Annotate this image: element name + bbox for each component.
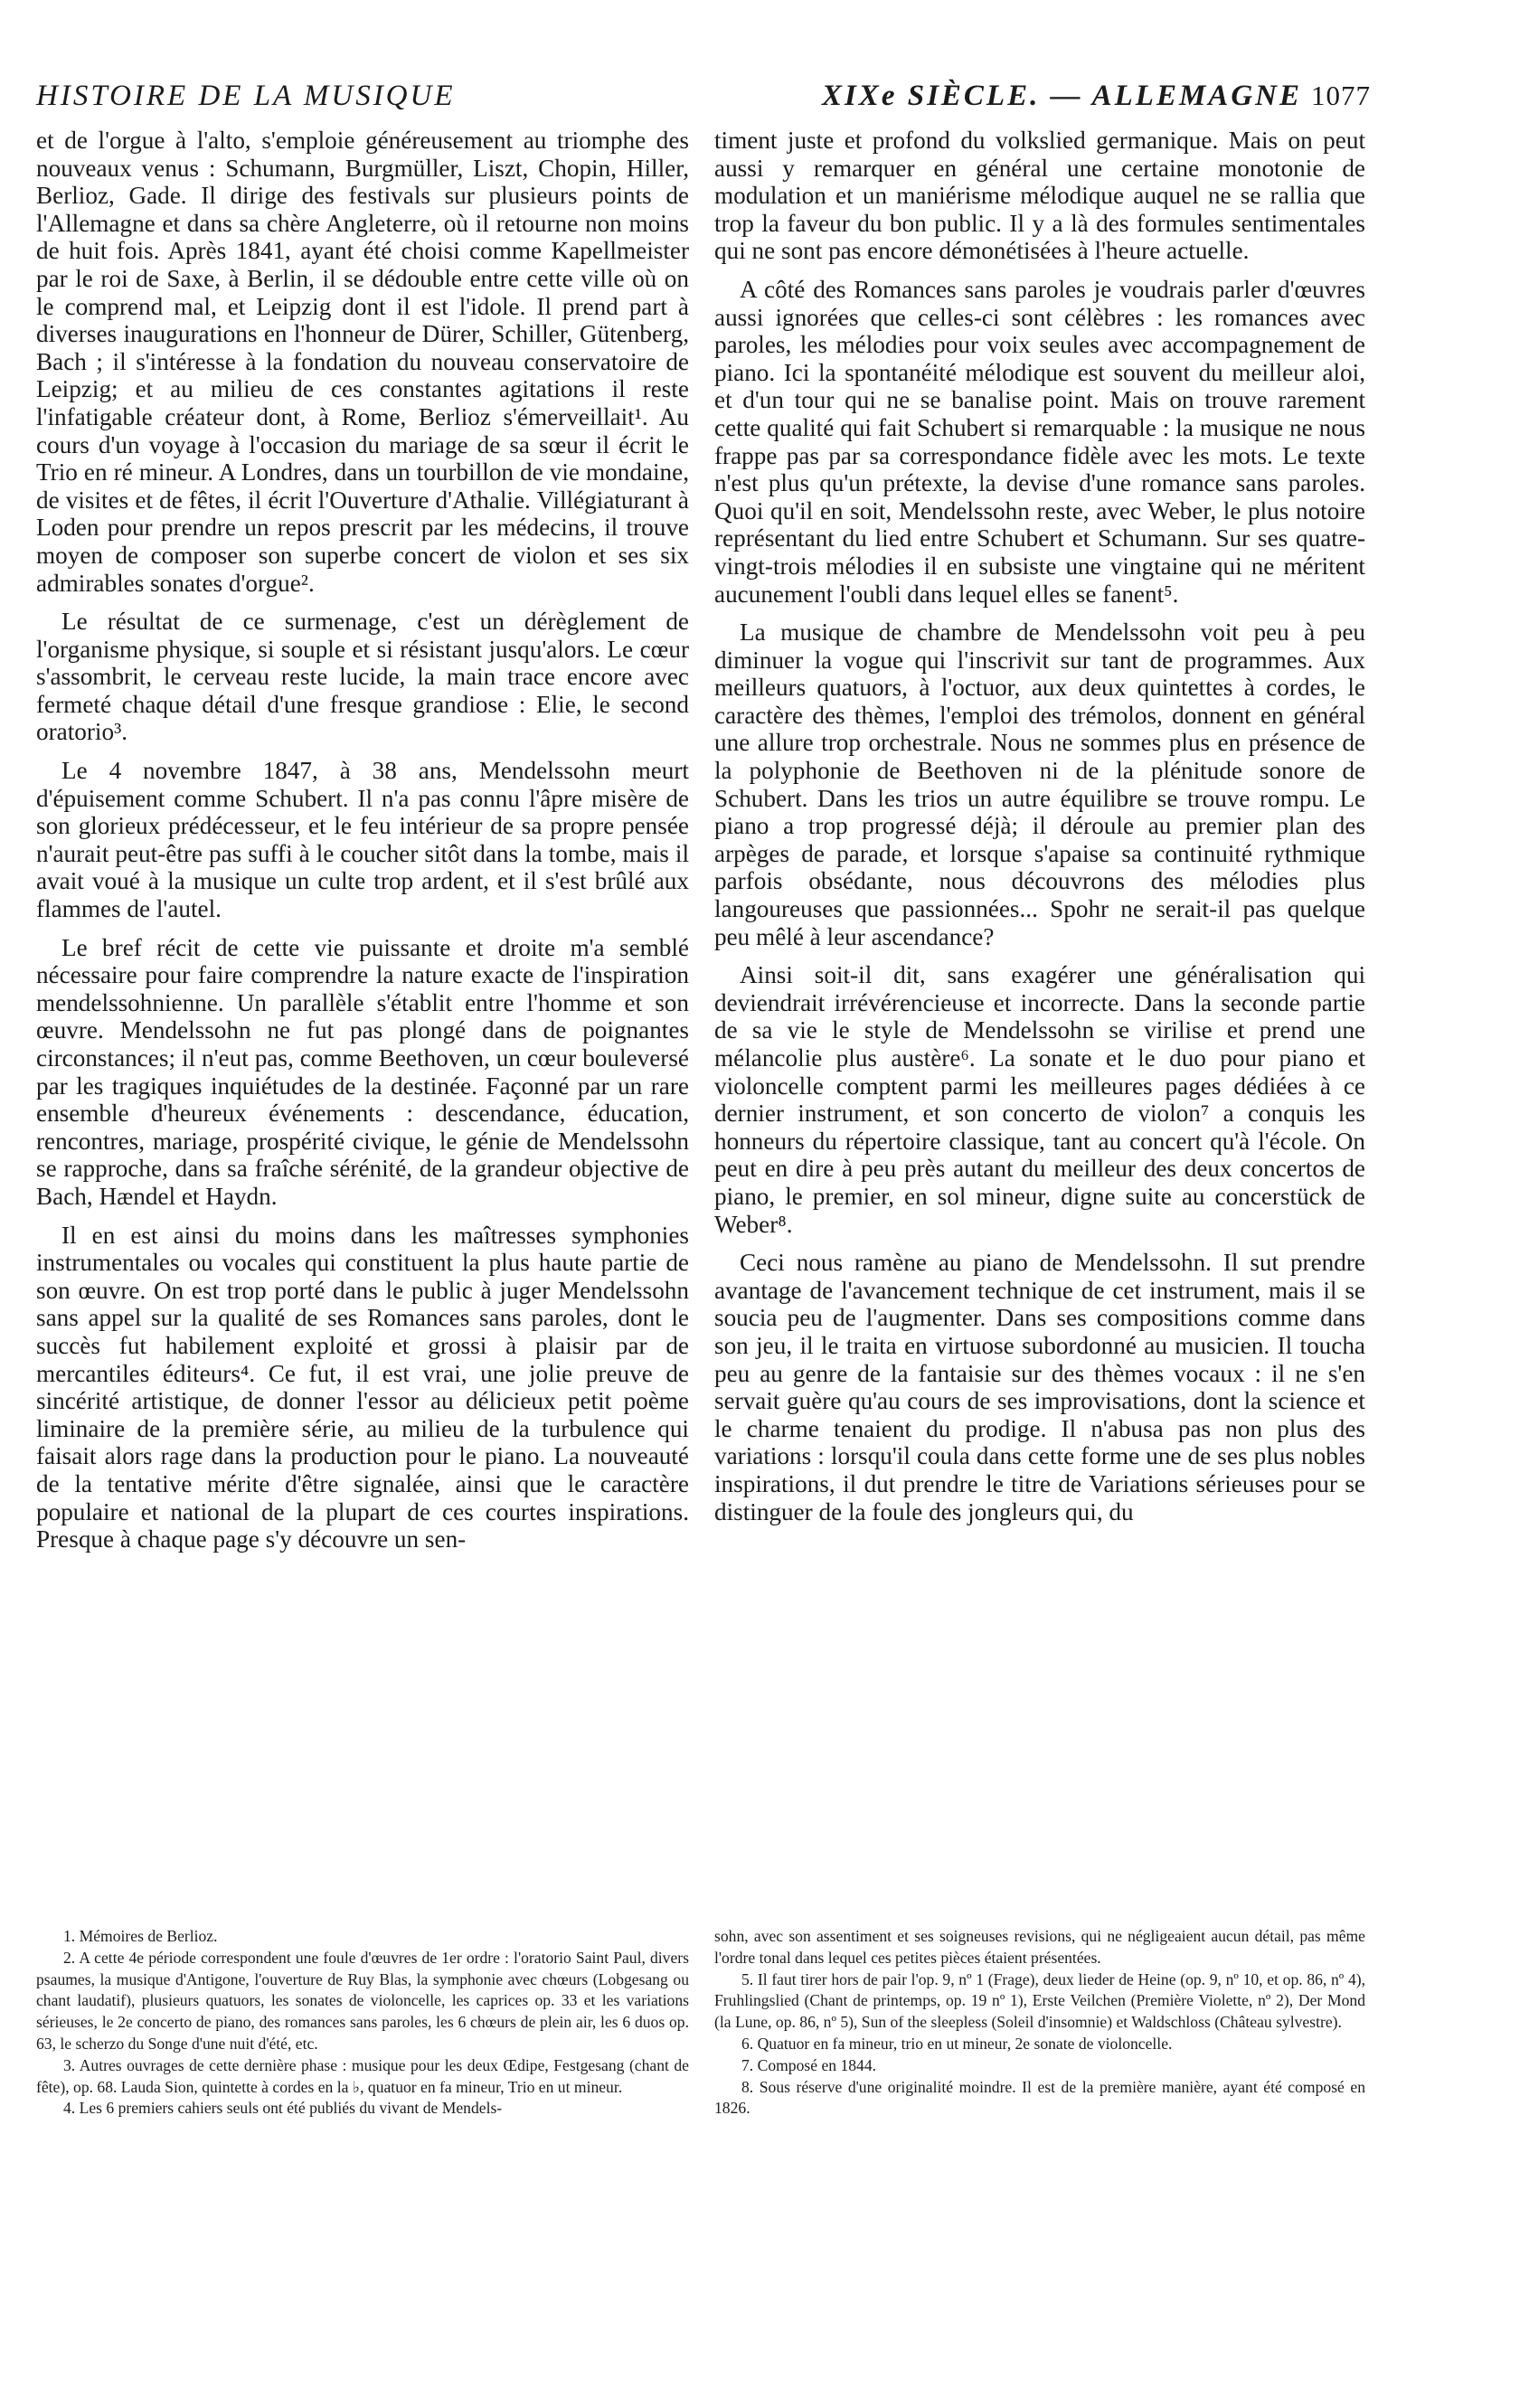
paragraph: Ceci nous ramène au piano de Mendelssohn. Il sut prendre avantage de l'avancement technique de cet instrument, mais il se soucia peu de l'augmenter. Dans ses compositions comme dans son jeu, il le traita en virtuose subordonné au musicien. Il toucha peu au genre de la fantaisie sur des thèmes vocaux : il ne s'en servait guère qu'au cours de ses improvisations, dont la science et le charme tenaient du prodige. Il n'abusa pas non plus des variations : lorsqu'il coula dans cette forme une de ses plus nobles inspirations, il dut prendre le titre de Variations sérieuses pour se distinguer de la foule des jongleurs qui, du: [714, 1249, 1365, 1525]
paragraph: A côté des Romances sans paroles je voudrais parler d'œuvres aussi ignorées que celles-ci sont célèbres : les romances avec paroles, les mélodies pour voix seules avec accompagnement de piano. Ici la spontanéité mélodique est souvent du meilleur aloi, et d'un tour qui ne se banalise point. Mais on trouve rarement cette qualité qui fait Schubert si remarquable : la musique ne nous frappe pas par sa correspondance fidèle avec les mots. Le texte n'est plus qu'un prétexte, la devise d'une romance sans paroles. Quoi qu'il en soit, Mendelssohn reste, avec Weber, le plus notoire représentant du lied entre Schubert et Schumann. Sur ses quatre-vingt-trois mélodies il en subsiste une vingtaine qui ne méritent aucunement l'oubli dans lequel elles se fanent⁵.: [714, 275, 1365, 608]
paragraph: Le résultat de ce surmenage, c'est un dérèglement de l'organisme physique, si souple et si résistant jusqu'alors. Le cœur s'assombrit, le cerveau reste lucide, la main trace encore avec fermeté chaque détail d'une fresque grandiose : Elie, le second oratorio³.: [36, 608, 689, 746]
paragraph: et de l'orgue à l'alto, s'emploie généreusement au triomphe des nouveaux venus : Schumann, Burgmüller, Liszt, Chopin, Hiller, Berlioz, Gade. Il dirige des festivals sur plusieurs points de l'Allemagne et dans sa chère Angleterre, où il retourne non moins de huit fois. Après 1841, ayant été choisi comme Kapellmeister par le roi de Saxe, à Berlin, il se dédouble entre cette ville où on le comprend mal, et Leipzig dont il est l'idole. Il prend part à diverses inaugurations en l'honneur de Dürer, Schiller, Gütenberg, Bach ; il s'intéresse à la fondation du nouveau conservatoire de Leipzig; et au milieu de ces constantes agitations il reste l'infatigable créateur dont, à Rome, Berlioz s'émerveillait¹. Au cours d'un voyage à l'occasion du mariage de sa sœur il écrit le Trio en ré mineur. A Londres, dans un tourbillon de vie mondaine, de visites et de fêtes, il écrit l'Ouverture d'Athalie. Villégiaturant à Loden pour prendre un repos prescrit par les médecins, il trouve moyen de composer son superbe concert de violon et ses six admirables sonates d'orgue².: [36, 127, 689, 597]
footnote: 1. Mémoires de Berlioz.: [63, 1927, 218, 1945]
footnote: 8. Sous réserve d'une originalité moindre. Il est de la première manière, ayant été composé en 1826.: [714, 2077, 1365, 2118]
footnotes-left: [36, 1926, 689, 2120]
footnote-continuation: sohn, avec son assentiment et ses soigneuses revisions, qui ne négligeaient aucun détail, pas même l'ordre tonal dans lequel ces petites pièces étaient présentées.: [714, 1927, 1365, 1967]
footnote: 3. Autres ouvrages de cette dernière phase : musique pour les deux Œdipe, Festgesang (chant de fête), op. 68. Lauda Sion, quintette à cordes en la ♭, quatuor en fa mineur, Trio en ut mineur.: [36, 2055, 689, 2096]
header-left-title: HISTOIRE DE LA MUSIQUE: [36, 80, 456, 112]
footnote: 6. Quatuor en fa mineur, trio en ut mineur, 2e sonate de violoncelle.: [741, 2034, 1173, 2053]
paragraph: La musique de chambre de Mendelssohn voit peu à peu diminuer la vogue qui l'inscrivit sur tant de programmes. Aux meilleurs quatuors, à l'octuor, aux deux quintettes à cordes, le caractère des thèmes, l'emploi des trémolos, donnent en général une allure trop orchestrale. Nous ne sommes plus en présence de la polyphonie de Beethoven ni de la plénitude sonore de Schubert. Dans les trios un autre équilibre se trouve rompu. Le piano a trop progressé déjà; il déroule au premier plan des arpèges de parade, et lorsque s'apaise sa continuité rythmique parfois obsédante, nous découvrons des mélodies plus langoureuses que passionnées... Spohr ne serait-il pas quelque peu mêlé à leur ascendance?: [714, 619, 1365, 950]
paragraph: Il en est ainsi du moins dans les maîtresses symphonies instrumentales ou vocales qui constituent la plus haute partie de son œuvre. On est trop porté dans le public à juger Mendelssohn sans appel sur la qualité de ses Romances sans paroles, dont le succès fut habilement exploité et grossi à plaisir par de mercantiles éditeurs⁴. Ce fut, il est vrai, une jolie preuve de sincérité artistique, de donner l'essor au délicieux petit poème liminaire de la première série, au milieu de la turbulence qui faisait alors rage dans la production pour le piano. La nouveauté de la tentative mérite d'être signalée, ainsi que le caractère populaire et national de la plupart de ces courtes inspirations. Presque à chaque page s'y découvre un sen-: [36, 1221, 689, 1553]
footnotes-right: [714, 1926, 1365, 2120]
paragraph: Le 4 novembre 1847, à 38 ans, Mendelssohn meurt d'épuisement comme Schubert. Il n'a pas connu l'âpre misère de son glorieux prédécesseur, et le feu intérieur de sa propre pensée n'aurait peut-être pas suffi à le coucher sitôt dans la tombe, mais il avait voué à la musique un culte trop ardent, et il s'est brûlé aux flammes de l'autel.: [36, 757, 689, 923]
footnote: 2. A cette 4e période correspondent une foule d'œuvres de 1er ordre : l'oratorio Saint Paul, divers psaumes, la musique d'Antigone, l'ouverture de Ruy Blas, la symphonie avec chœurs (Lobgesang ou chant laudatif), plusieurs quatuors, les sonates de violoncelle, les caprices op. 33 et les variations sérieuses, le 2e concerto de piano, des romances sans paroles, les 6 chœurs de plein air, les 6 duos op. 63, le scherzo du Songe d'une nuit d'été, etc.: [36, 1948, 689, 2053]
right-column: [714, 127, 1365, 1525]
left-column: [36, 127, 689, 1553]
footnote: 7. Composé en 1844.: [741, 2055, 877, 2074]
paragraph: Ainsi soit-il dit, sans exagérer une généralisation qui deviendrait irrévérencieuse et incorrecte. Dans la seconde partie de sa vie le style de Mendelssohn se virilise et prend une mélancolie plus austère⁶. La sonate et le duo pour piano et violoncelle comptent parmi les meilleures pages dédiées à ce dernier instrument, et son concerto de violon⁷ a conquis les honneurs du répertoire classique, tant au concert qu'à l'école. On peut en dire à peu près autant du meilleur des deux concertos de piano, le premier, en sol mineur, digne suite au concerstück de Weber⁸.: [714, 961, 1365, 1238]
running-header: [36, 80, 1371, 116]
paragraph: Le bref récit de cette vie puissante et droite m'a semblé nécessaire pour faire comprendre la nature exacte de l'inspiration mendelssohnienne. Un parallèle s'établit entre l'homme et son œuvre. Mendelssohn ne fut pas plongé dans de poignantes circonstances; il n'eut pas, comme Beethoven, un cœur bouleversé par les tragiques inquiétudes de la destinée. Façonné par un rare ensemble d'heureux événements : descendance, éducation, rencontres, mariage, prospérité civique, le génie de Mendelssohn se rapproche, dans sa fraîche sérénité, de la grandeur objective de Bach, Hændel et Haydn.: [36, 933, 689, 1210]
footnote: 4. Les 6 premiers cahiers seuls ont été publiés du vivant de Mendels-: [63, 2099, 503, 2118]
header-right-title: XIXe SIÈCLE. — ALLEMAGNE: [821, 80, 1302, 112]
footnote: 5. Il faut tirer hors de pair l'op. 9, nº 1 (Frage), deux lieder de Heine (op. 9, nº 10, et op. 86, nº 4), Fruhlingslied (Chant de printemps, op. 19 nº 1), Erste Veilchen (Première Violette, nº 2), Der Mond (la Lune, op. 86, nº 5), Sun of the sleepless (Soleil d'insomnie) et Waldschloss (Château sylvestre).: [714, 1969, 1365, 2032]
paragraph: timent juste et profond du volkslied germanique. Mais on peut aussi y remarquer en général une certaine monotonie de modulation et un maniérisme mélodique auquel ne se rallia que trop la faveur du bon public. Il y a là des formules sentimentales qui ne sont pas encore démonétisées à l'heure actuelle.: [714, 127, 1365, 265]
page-number: 1077: [1311, 80, 1371, 111]
